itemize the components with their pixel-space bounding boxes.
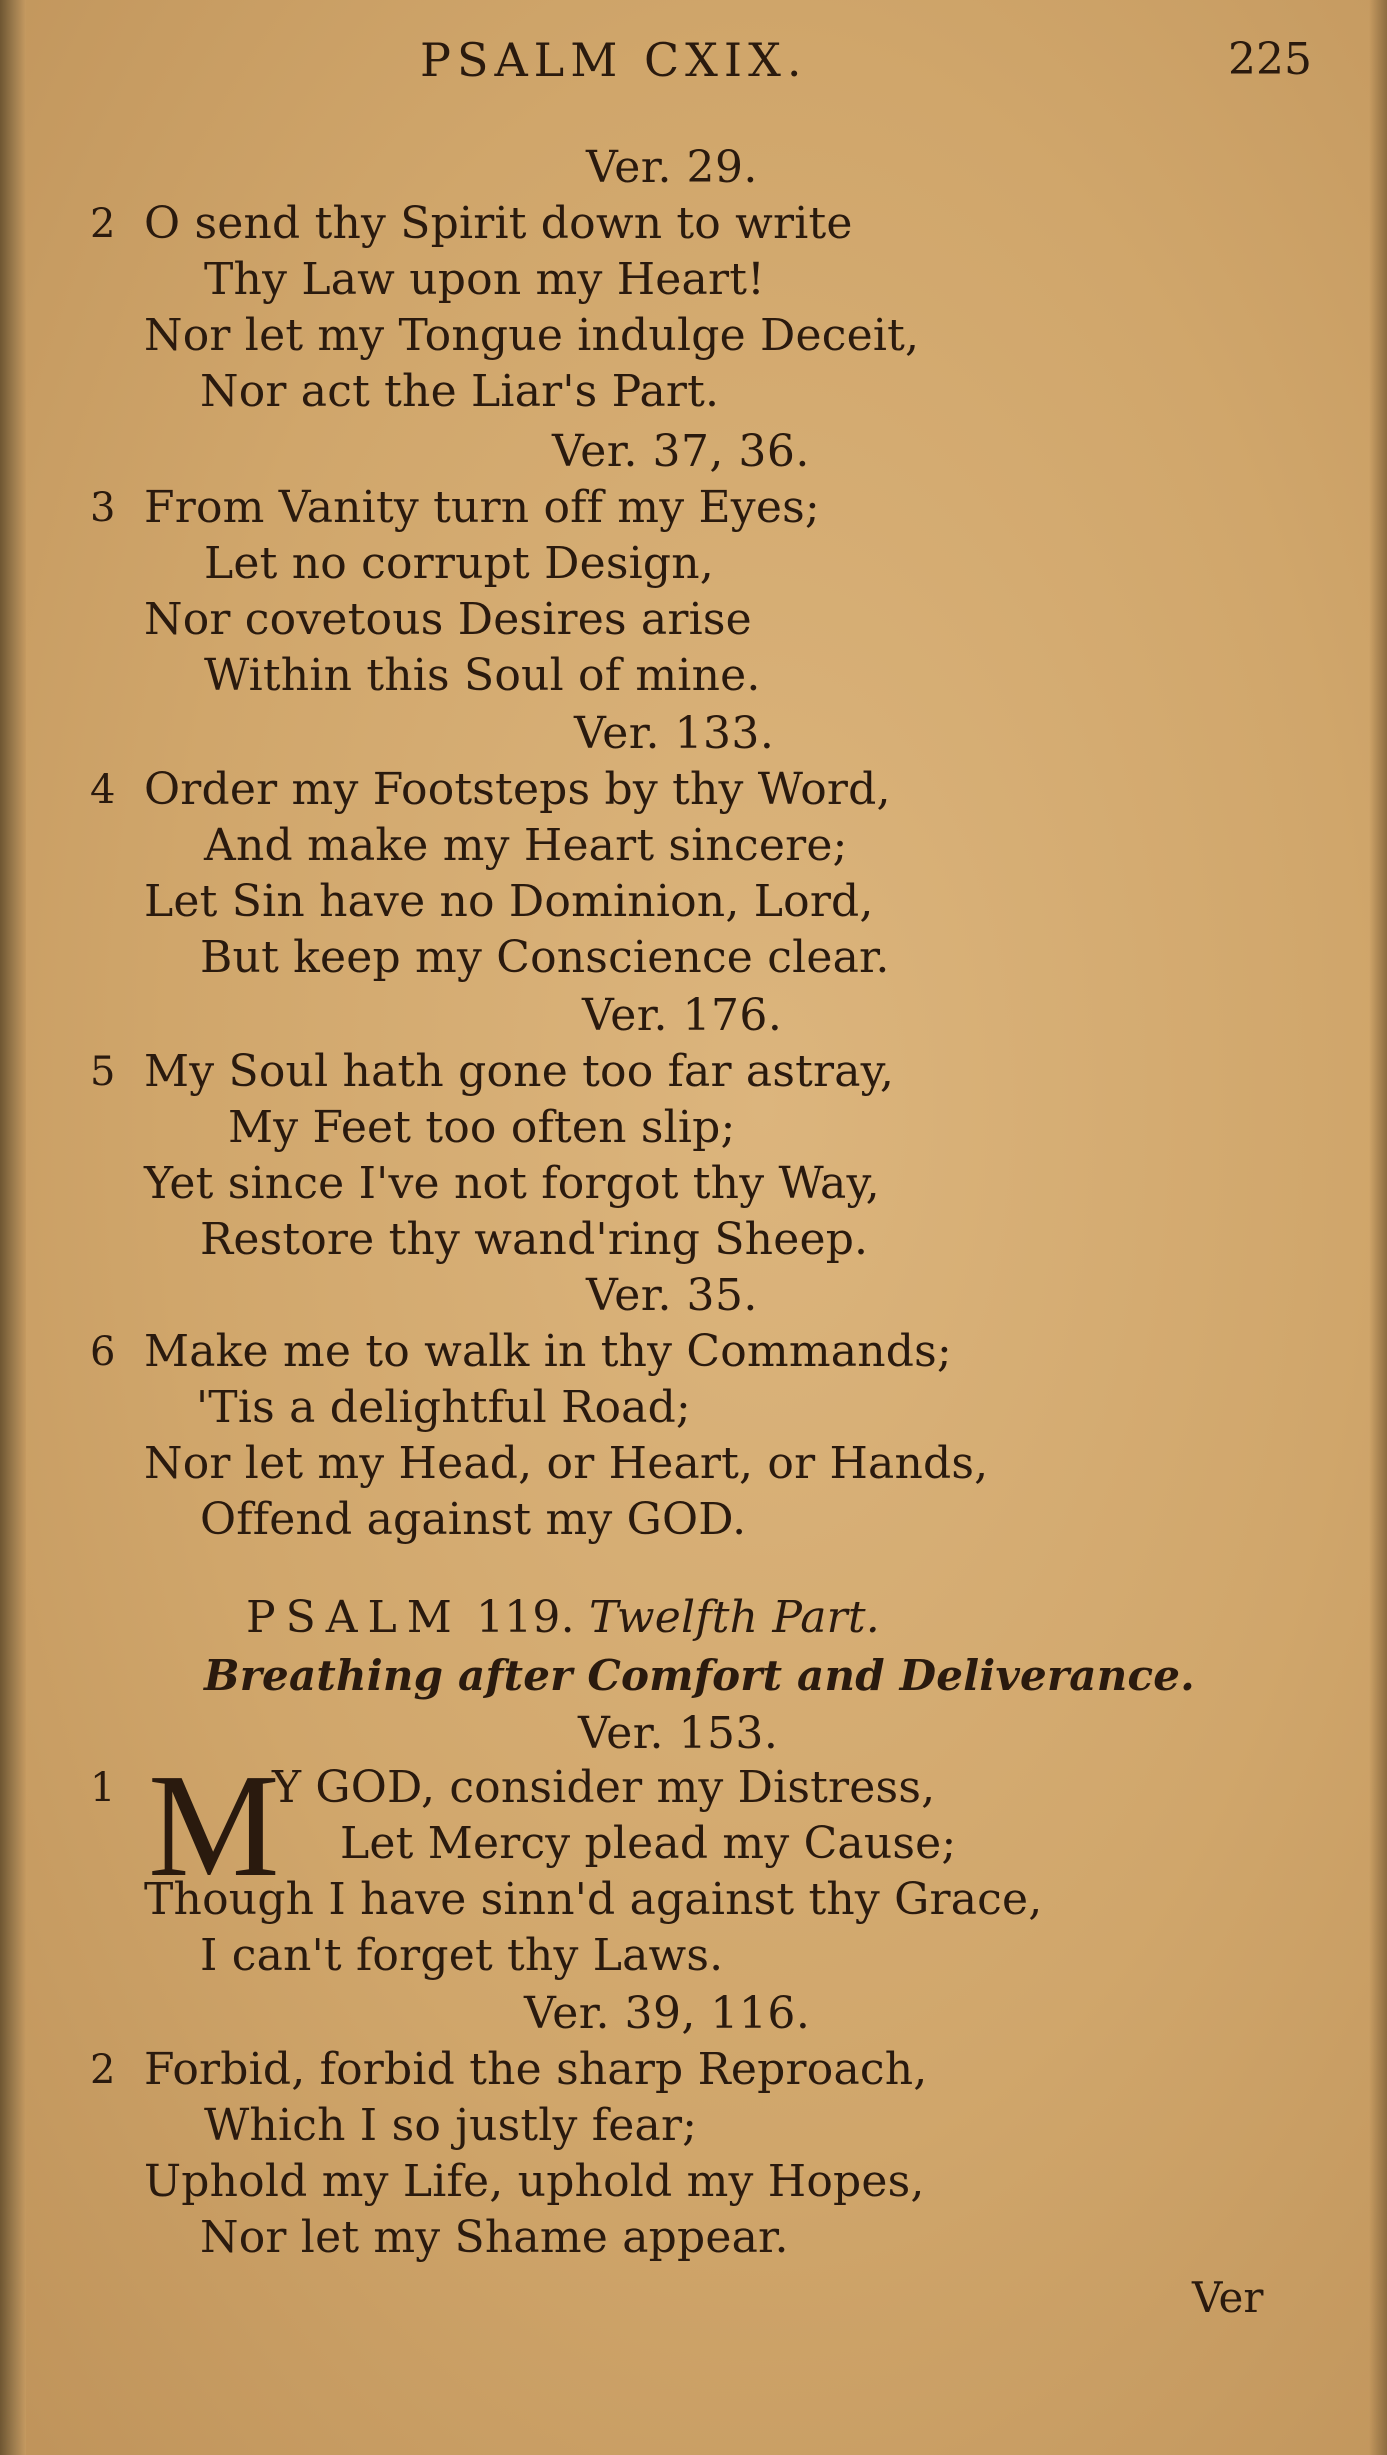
verse-reference: Ver. 176. [582,990,783,1041]
verse-line: Y GOD, consider my Distress, [272,1762,936,1813]
verse-line: Forbid, forbid the sharp Reproach, [144,2044,928,2095]
stanza-number: 6 [90,1329,116,1375]
verse-reference: Ver. 37, 36. [552,426,810,477]
verse-line: Restore thy wand'ring Sheep. [200,1214,869,1265]
section-title-part: Twelfth Part. [588,1592,880,1643]
verse-line: Nor covetous Desires arise [144,594,752,645]
verse-line: From Vanity turn off my Eyes; [144,482,820,533]
verse-line: I can't forget thy Laws. [200,1930,724,1981]
verse-line: Uphold my Life, uphold my Hopes, [144,2156,925,2207]
stanza-number: 3 [90,485,116,531]
verse-line: Nor act the Liar's Part. [200,366,720,417]
verse-line: 'Tis a delightful Road; [196,1382,691,1433]
verse-line: Thy Law upon my Heart! [204,254,765,305]
catchword: Ver [1192,2273,1264,2322]
stanza-number: 2 [90,201,116,247]
verse-reference: Ver. 153. [578,1708,779,1759]
verse-reference: Ver. 29. [586,142,758,193]
verse-line: Make me to walk in thy Commands; [144,1326,952,1377]
verse-reference: Ver. 35. [586,1270,758,1321]
verse-line: Nor let my Shame appear. [200,2212,789,2263]
verse-line: Yet since I've not forgot thy Way, [144,1158,880,1209]
verse-line: Nor let my Head, or Heart, or Hands, [144,1438,989,1489]
verse-line: Order my Footsteps by thy Word, [144,764,891,815]
stanza-number: 2 [90,2047,116,2093]
running-title: PSALM CXIX. [420,33,808,87]
section-subtitle: Breathing after Comfort and Deliverance. [204,1651,1195,1700]
verse-reference: Ver. 39, 116. [524,1988,811,2039]
stanza-number: 1 [90,1765,116,1811]
verse-line: O send thy Spirit down to write [144,198,853,249]
verse-line: Offend against my GOD. [200,1494,747,1545]
verse-line: But keep my Conscience clear. [200,932,890,983]
section-title-psalm: PSALM [246,1592,462,1643]
verse-line: My Soul hath gone too far astray, [144,1046,895,1097]
stanza-number: 5 [90,1049,116,1095]
section-title [246,1590,880,1646]
verse-line: Let Mercy plead my Cause; [340,1818,957,1869]
verse-line: Though I have sinn'd against thy Grace, [144,1874,1043,1925]
section-title-number: 119. [475,1592,575,1643]
verse-line: Let no corrupt Design, [204,538,714,589]
verse-line: And make my Heart sincere; [204,820,848,871]
verse-line: Nor let my Tongue indulge Deceit, [144,310,920,361]
stanza-number: 4 [90,767,116,813]
verse-line: Let Sin have no Dominion, Lord, [144,876,874,927]
verse-reference: Ver. 133. [574,708,775,759]
page-number: 225 [1228,34,1312,85]
verse-line: Which I so justly fear; [204,2100,698,2151]
drop-cap: M [148,1744,280,1908]
verse-line: My Feet too often slip; [228,1102,736,1153]
verse-line: Within this Soul of mine. [204,650,761,701]
